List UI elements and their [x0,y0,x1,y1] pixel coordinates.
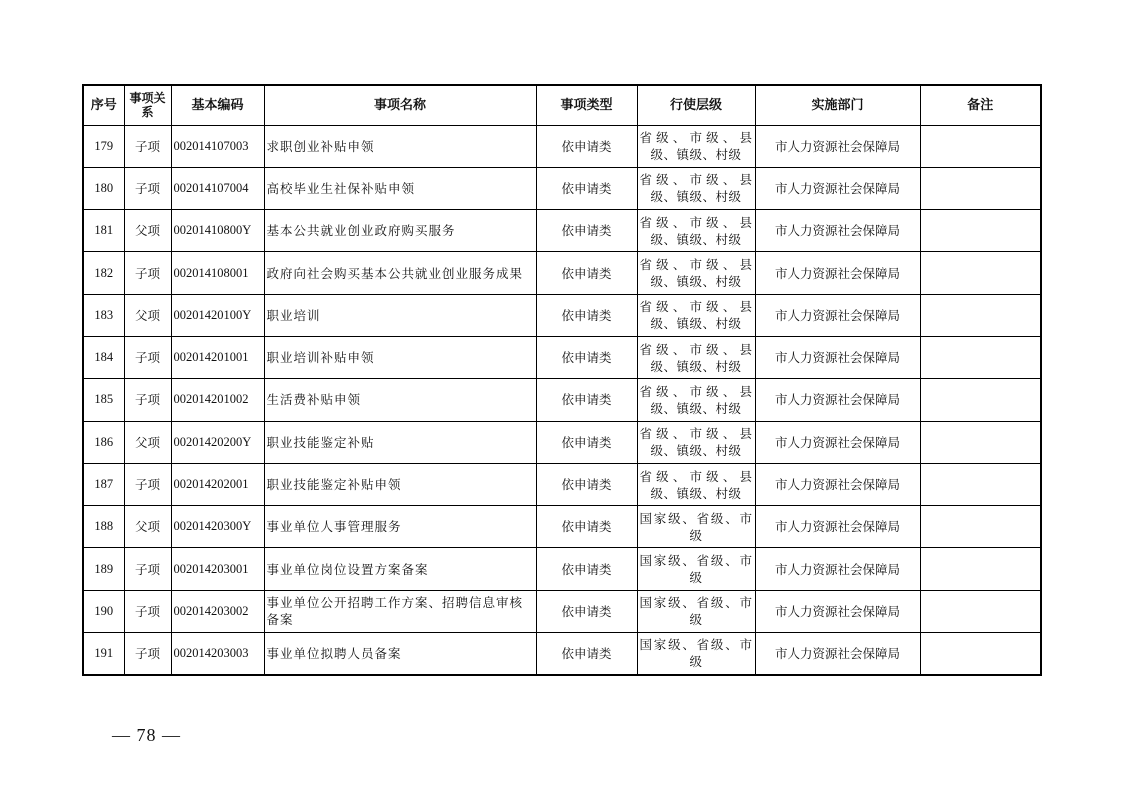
cell-code: 002014202001 [171,463,264,505]
cell-seq: 180 [83,167,124,209]
header-dept: 实施部门 [755,85,920,125]
cell-seq: 188 [83,506,124,548]
cell-level: 省级、市级、县级、镇级、村级 [637,252,755,294]
cell-name: 基本公共就业创业政府购买服务 [264,210,536,252]
cell-name: 职业技能鉴定补贴申领 [264,463,536,505]
header-note: 备注 [920,85,1041,125]
cell-level: 国家级、省级、市级 [637,633,755,675]
cell-seq: 181 [83,210,124,252]
cell-level: 省级、市级、县级、镇级、村级 [637,294,755,336]
cell-dept: 市人力资源社会保障局 [755,463,920,505]
cell-level: 省级、市级、县级、镇级、村级 [637,210,755,252]
cell-note [920,336,1041,378]
cell-dept: 市人力资源社会保障局 [755,294,920,336]
cell-name: 事业单位拟聘人员备案 [264,633,536,675]
cell-level: 国家级、省级、市级 [637,506,755,548]
cell-type: 依申请类 [536,294,637,336]
table-row [83,590,1041,632]
cell-seq: 189 [83,548,124,590]
cell-dept: 市人力资源社会保障局 [755,210,920,252]
cell-relation: 父项 [124,294,171,336]
cell-code: 002014107004 [171,167,264,209]
cell-relation: 父项 [124,210,171,252]
table-row [83,336,1041,378]
cell-code: 002014201002 [171,379,264,421]
cell-dept: 市人力资源社会保障局 [755,336,920,378]
cell-seq: 191 [83,633,124,675]
cell-level: 省级、市级、县级、镇级、村级 [637,125,755,167]
header-seq: 序号 [83,85,124,125]
cell-seq: 190 [83,590,124,632]
cell-code: 00201420100Y [171,294,264,336]
cell-note [920,252,1041,294]
cell-dept: 市人力资源社会保障局 [755,590,920,632]
cell-name: 生活费补贴申领 [264,379,536,421]
table-row [83,633,1041,675]
cell-type: 依申请类 [536,548,637,590]
cell-relation: 子项 [124,167,171,209]
cell-type: 依申请类 [536,463,637,505]
table-row [83,379,1041,421]
cell-relation: 子项 [124,125,171,167]
cell-note [920,463,1041,505]
cell-level: 国家级、省级、市级 [637,590,755,632]
cell-dept: 市人力资源社会保障局 [755,506,920,548]
table-row [83,294,1041,336]
cell-code: 002014201001 [171,336,264,378]
cell-dept: 市人力资源社会保障局 [755,633,920,675]
cell-name: 职业培训补贴申领 [264,336,536,378]
cell-type: 依申请类 [536,125,637,167]
cell-note [920,294,1041,336]
cell-relation: 父项 [124,421,171,463]
table-row [83,252,1041,294]
table-body [83,125,1041,675]
header-level: 行使层级 [637,85,755,125]
cell-level: 省级、市级、县级、镇级、村级 [637,167,755,209]
cell-code: 00201410800Y [171,210,264,252]
cell-dept: 市人力资源社会保障局 [755,421,920,463]
table-row [83,167,1041,209]
cell-type: 依申请类 [536,379,637,421]
cell-type: 依申请类 [536,506,637,548]
cell-type: 依申请类 [536,633,637,675]
cell-dept: 市人力资源社会保障局 [755,252,920,294]
cell-name: 事业单位公开招聘工作方案、招聘信息审核备案 [264,590,536,632]
cell-name: 职业培训 [264,294,536,336]
cell-type: 依申请类 [536,590,637,632]
cell-seq: 185 [83,379,124,421]
cell-note [920,167,1041,209]
cell-note [920,548,1041,590]
cell-seq: 186 [83,421,124,463]
table-row [83,548,1041,590]
cell-name: 事业单位人事管理服务 [264,506,536,548]
cell-relation: 子项 [124,336,171,378]
cell-name: 高校毕业生社保补贴申领 [264,167,536,209]
cell-seq: 182 [83,252,124,294]
cell-level: 省级、市级、县级、镇级、村级 [637,379,755,421]
table-row [83,463,1041,505]
cell-type: 依申请类 [536,421,637,463]
table-row [83,506,1041,548]
cell-level: 省级、市级、县级、镇级、村级 [637,421,755,463]
items-table [82,84,1042,676]
cell-relation: 子项 [124,379,171,421]
header-type: 事项类型 [536,85,637,125]
cell-seq: 187 [83,463,124,505]
cell-type: 依申请类 [536,210,637,252]
cell-name: 政府向社会购买基本公共就业创业服务成果 [264,252,536,294]
cell-dept: 市人力资源社会保障局 [755,125,920,167]
cell-note [920,210,1041,252]
cell-name: 事业单位岗位设置方案备案 [264,548,536,590]
cell-note [920,379,1041,421]
cell-note [920,421,1041,463]
cell-note [920,125,1041,167]
cell-code: 002014203001 [171,548,264,590]
header-row [83,85,1041,125]
cell-relation: 子项 [124,590,171,632]
cell-level: 省级、市级、县级、镇级、村级 [637,463,755,505]
cell-relation: 子项 [124,548,171,590]
cell-code: 002014107003 [171,125,264,167]
table-row [83,210,1041,252]
table-row [83,421,1041,463]
header-code: 基本编码 [171,85,264,125]
cell-name: 职业技能鉴定补贴 [264,421,536,463]
page-number: — 78 — [112,725,181,745]
cell-code: 002014203003 [171,633,264,675]
cell-type: 依申请类 [536,167,637,209]
cell-dept: 市人力资源社会保障局 [755,548,920,590]
cell-relation: 子项 [124,252,171,294]
cell-relation: 父项 [124,506,171,548]
cell-relation: 子项 [124,463,171,505]
table-row [83,125,1041,167]
cell-code: 002014203002 [171,590,264,632]
cell-seq: 183 [83,294,124,336]
cell-level: 省级、市级、县级、镇级、村级 [637,336,755,378]
cell-code: 00201420200Y [171,421,264,463]
cell-type: 依申请类 [536,336,637,378]
cell-note [920,633,1041,675]
cell-dept: 市人力资源社会保障局 [755,379,920,421]
cell-note [920,590,1041,632]
header-relation: 事项关系 [124,85,171,125]
cell-name: 求职创业补贴申领 [264,125,536,167]
cell-seq: 179 [83,125,124,167]
cell-dept: 市人力资源社会保障局 [755,167,920,209]
cell-seq: 184 [83,336,124,378]
cell-level: 国家级、省级、市级 [637,548,755,590]
cell-code: 002014108001 [171,252,264,294]
cell-note [920,506,1041,548]
header-name: 事项名称 [264,85,536,125]
cell-relation: 子项 [124,633,171,675]
cell-type: 依申请类 [536,252,637,294]
cell-code: 00201420300Y [171,506,264,548]
